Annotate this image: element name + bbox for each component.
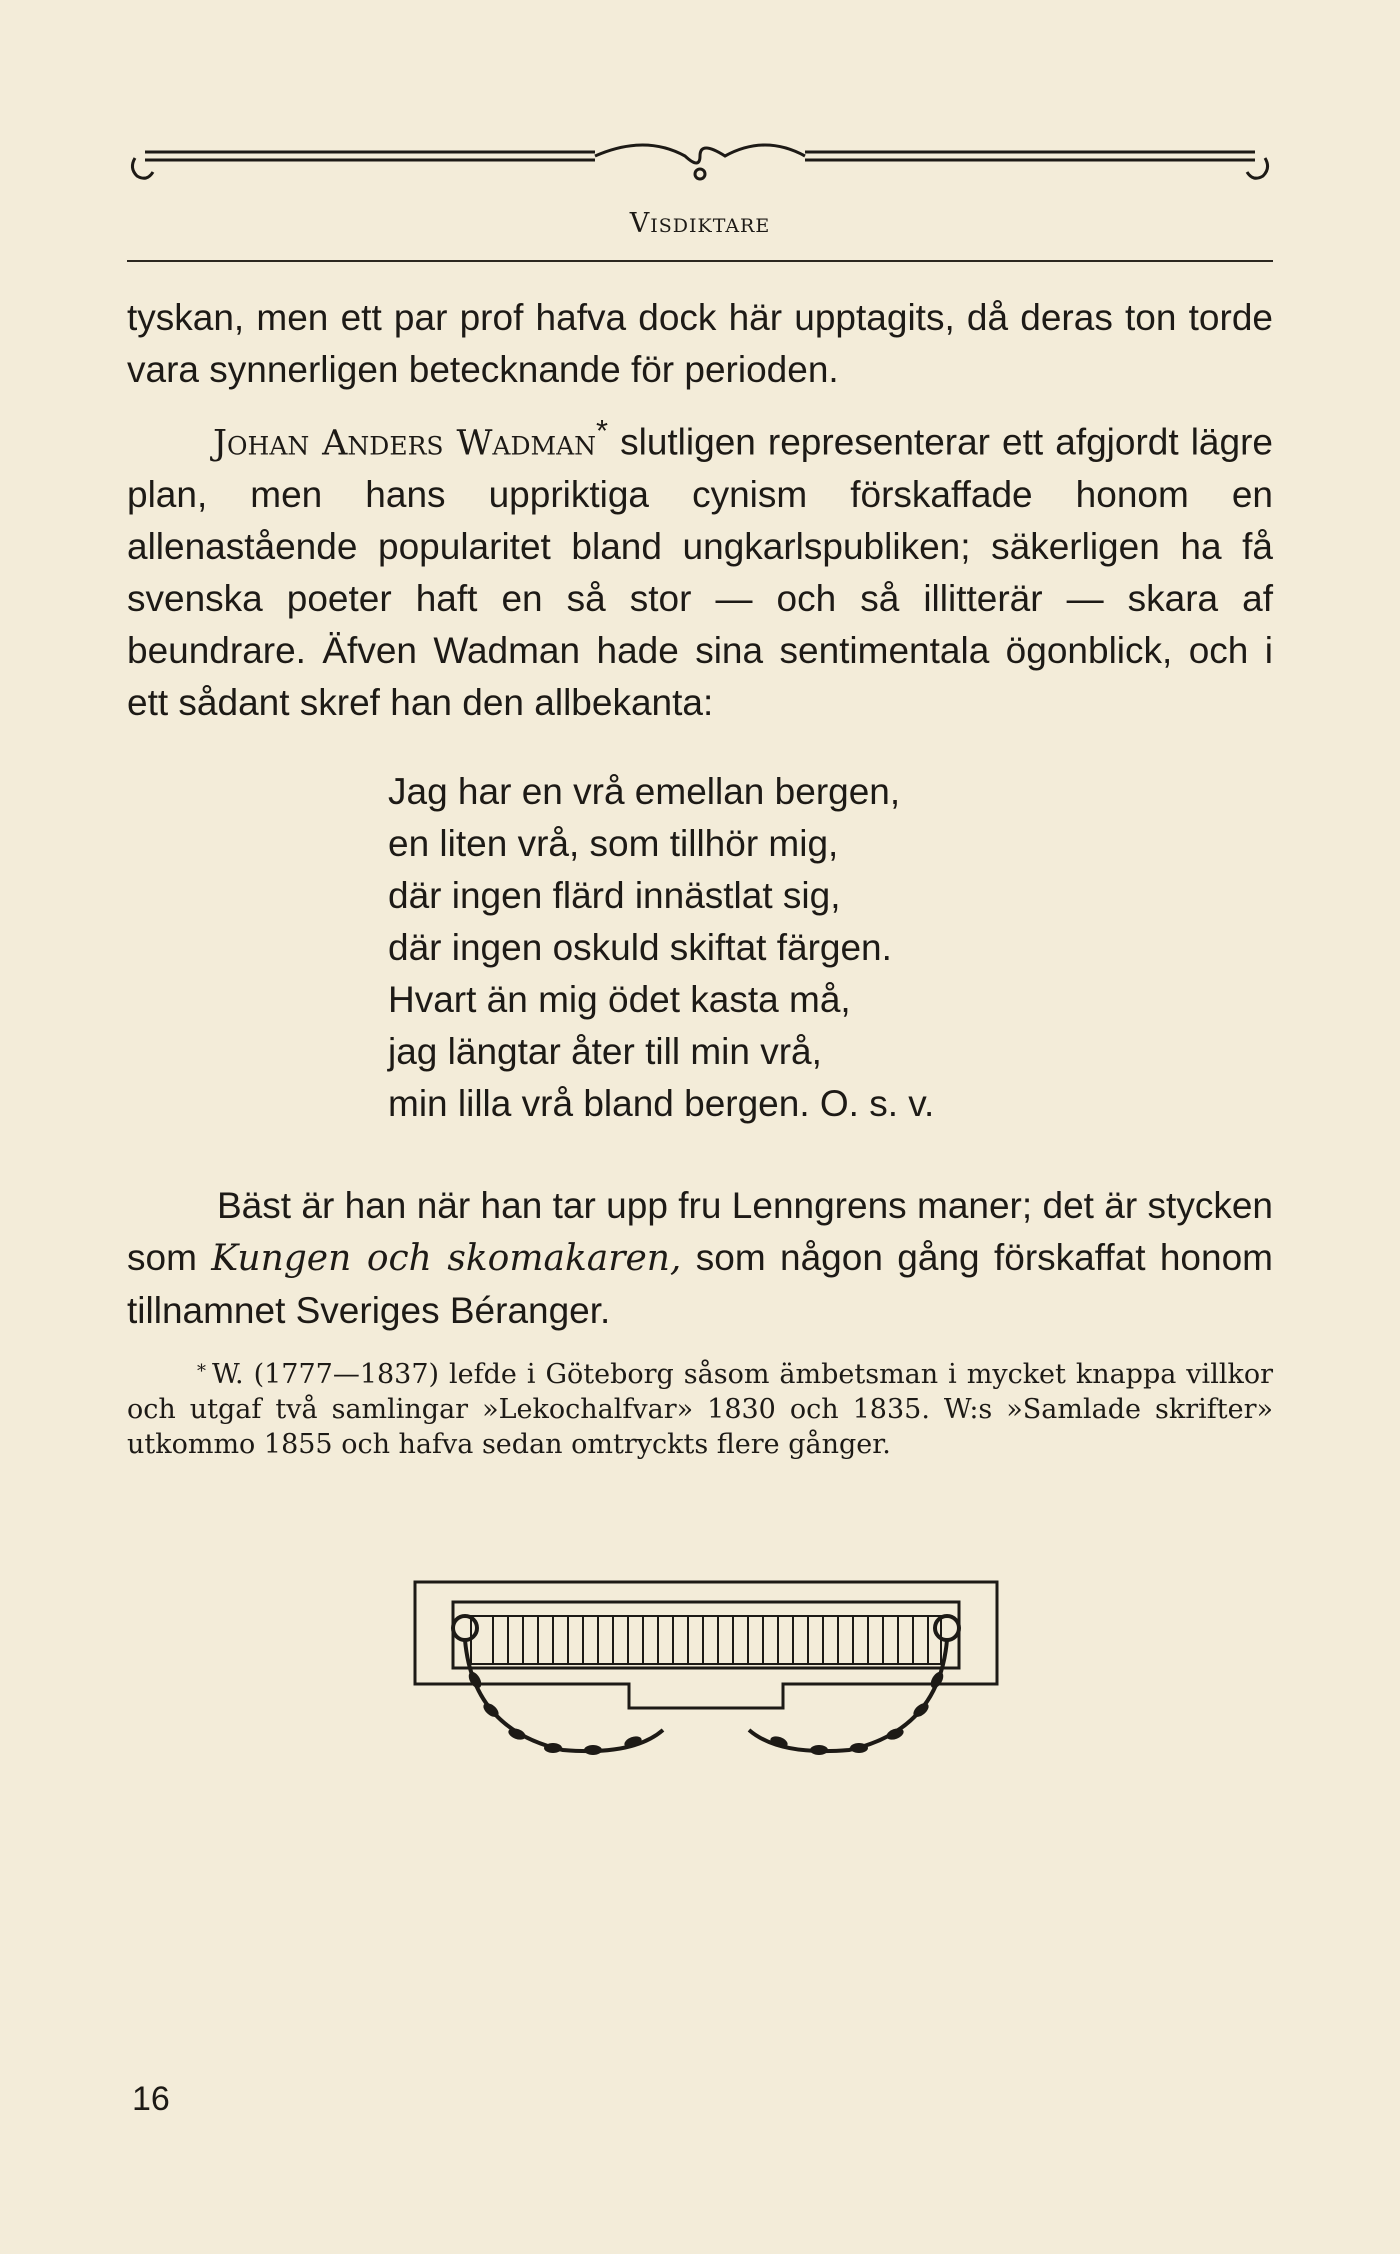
work-title: Kungen och skomakaren, (211, 1238, 682, 1279)
paragraph-2 (127, 405, 1273, 729)
footnote-marker: * (197, 1361, 206, 1382)
header-rule (127, 260, 1273, 262)
header-ornament (125, 130, 1275, 190)
author-name: Johan Anders Wadman (213, 423, 597, 464)
paragraph-3-start: Bäst är han när han tar upp fru Lenngrens maner; det är stycken som (127, 1185, 1273, 1278)
poem-line: jag längtar åter till min vrå, (388, 1031, 822, 1072)
poem-line: där ingen flärd innästlat sig, (388, 875, 841, 916)
poem (388, 766, 934, 1130)
poem-line: Jag har en vrå emellan bergen, (388, 771, 901, 812)
footnote (127, 1354, 1273, 1462)
poem-line: en liten vrå, som tillhör mig, (388, 823, 839, 864)
poem-line: min lilla vrå bland bergen. O. s. v. (388, 1083, 935, 1124)
footnote-text: W. (1777—1837) lefde i Göteborg såsom ämbetsman i mycket knappa villkor och utgaf två samlingar »Lekochalfvar» 1830 och 1835. W:s »Samlade skrifter» utkommo 1855 och hafva sedan omtryckts flere gånger. (127, 1359, 1273, 1460)
tailpiece-ornament (413, 1580, 999, 1770)
running-head: Visdiktare (629, 208, 771, 239)
poem-line: Hvart än mig ödet kasta må, (388, 979, 851, 1020)
page-number: 16 (132, 2080, 170, 2118)
poem-line: där ingen oskuld skiftat färgen. (388, 927, 892, 968)
paragraph-2-text: slutligen representerar ett afgjordt lägre plan, men hans uppriktiga cynism förskaffade honom en allenastående popularitet bland ungkarlspubliken; säkerligen ha få svenska poeter haft en så stor — och så illitterär — skara af beundrare. Äfven Wadman hade sina sentimentala ögonblick, och i ett sådant skref han den allbekanta: (127, 421, 1273, 724)
paragraph-3-end: som någon gång förskaffat honom tillnamnet Sveriges Béranger. (127, 1237, 1273, 1331)
paragraph-3 (127, 1180, 1273, 1337)
footnote-reference: * (596, 413, 609, 448)
paragraph-1: tyskan, men ett par prof hafva dock här upptagits, då deras ton torde vara synnerligen betecknande för perioden. (127, 297, 1273, 390)
